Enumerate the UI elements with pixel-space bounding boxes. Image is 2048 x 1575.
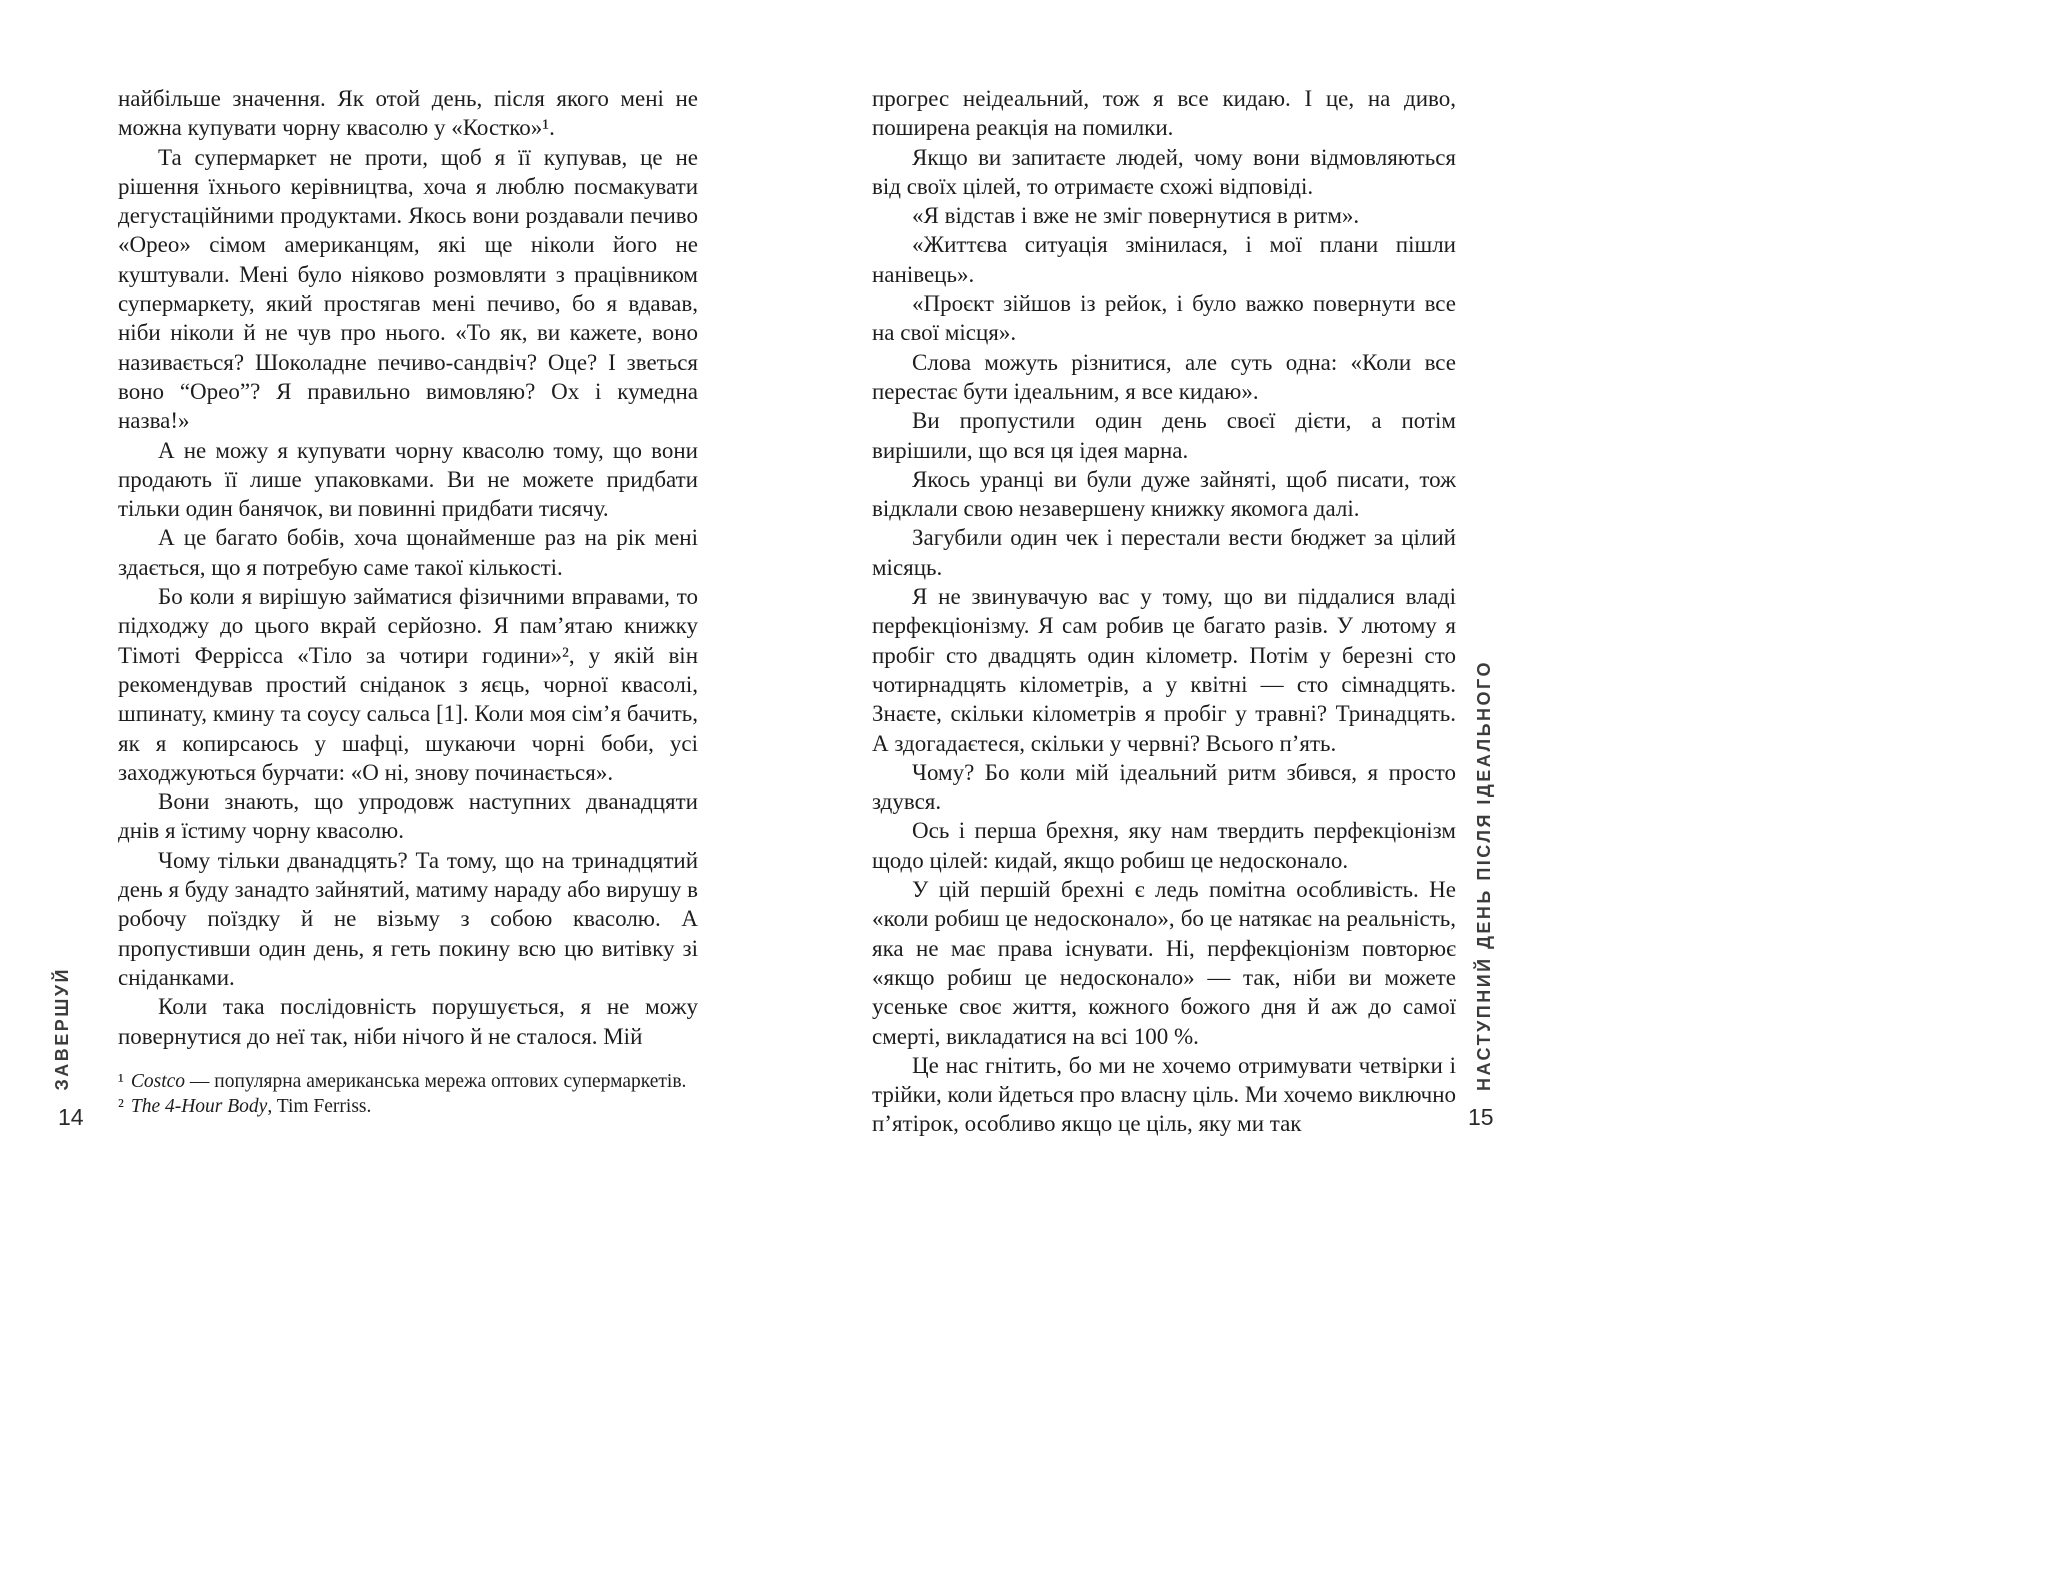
paragraph: У цій першій брехні є ледь помітна особливість. Не «коли робиш це недосконало», бо це натякає на реальність, яка не має права існувати. Ні, перфекціонізм повторює «якщо робиш це недосконало» — так, ніби ви можете усеньке своє життя, кожного божого дня й аж до самої смерті, викладатися на всі 100 %. [872,877,1456,1049]
footnote [118,1069,698,1095]
paragraph: Якщо ви запитаєте людей, чому вони відмовляються від своїх цілей, то отримаєте схожі відповіді. [872,144,1456,199]
paragraph: Чому тільки дванадцять? Та тому, що на тринадцятий день я буду занадто зайнятий, матиму нараду або вирушу в робочу поїздку й не візьму з собою квасолю. А пропустивши один день, я геть покину всю цю витівку зі сніданками. [118,847,698,990]
paragraph: «Життєва ситуація змінилася, і мої плани пішли нанівець». [872,232,1456,287]
right-page-number: 15 [1468,1104,1494,1130]
paragraph: «Проєкт зійшов із рейок, і було важко повернути все на свої місця». [872,291,1456,346]
paragraph: Коли така послідовність порушується, я не можу повернутися до неї так, ніби нічого й не сталося. Мій [118,994,698,1049]
paragraph: Та супермаркет не проти, щоб я її купував, це не рішення їхнього керівництва, хоча я люблю посмакувати дегустаційними продуктами. Якось вони роздавали печиво «Орео» сімом американцям, які ще ніколи його не куштували. Мені було ніяково розмовляти з працівником супермаркету, який простягав мені печиво, бо я вдавав, ніби ніколи й не чув про нього. «То як, ви кажете, воно називається? Шоколадне печиво-сандвіч? Оце? І зветься воно “Орео”? Я правильно вимовляю? Ох і кумедна назва!» [118,144,698,434]
footnote-term: Costco [130,1070,186,1092]
paragraph: Я не звинувачую вас у тому, що ви піддалися владі перфекціонізму. Я сам робив це багато разів. У лютому я пробіг сто двадцять один кілометр. Потім у березні сто чотирнадцять кілометрів, а у квітні — сто сімнадцять. Знаєте, скільки кілометрів я пробіг у травні? Тринадцять. А здогадаєтеся, скільки у червні? Всього п’ять. [872,584,1456,756]
right-margin-chapter-label: НАСТУПНИЙ ДЕНЬ ПІСЛЯ ІДЕАЛЬНОГО [1474,659,1494,1091]
paragraph: Ви пропустили один день своєї дієти, а потім вирішили, що вся ця ідея марна. [872,408,1456,463]
paragraph: Це нас гнітить, бо ми не хочемо отримувати четвірки і трійки, коли йдеться про власну ціль. Ми хочемо виключно п’ятірок, особливо якщо це ціль, яку ми так [872,1052,1456,1137]
paragraph: прогрес неідеальний, тож я все кидаю. І це, на диво, поширена реакція на помилки. [872,86,1456,141]
footnotes-block [118,1069,698,1120]
footnote-text: , Tim Ferriss. [267,1096,372,1118]
footnote [118,1094,698,1120]
paragraph: Бо коли я вирішую займатися фізичними вправами, то підходжу до цього вкрай серйозно. Я пам’ятаю книжку Тімоті Феррісса «Тіло за чотири години»², у якій він рекомендував простий сніданок з яєць, чорної квасолі, шпинату, кмину та соусу сальса [1]. Коли моя сім’я бачить, як я копирсаюсь у шафці, шукаючи чорні боби, усі заходжуються бурчати: «О ні, знову починається». [118,584,698,785]
footnote-term: The 4-Hour Body [130,1096,268,1118]
right-page-text-column [872,84,1456,1139]
left-margin-chapter-label: ЗАВЕРШУЙ [52,967,72,1091]
paragraph: Ось і перша брехня, яку нам твердить перфекціонізм щодо цілей: кидай, якщо робиш це недосконало. [872,818,1456,873]
footnote-marker: ² [118,1096,124,1118]
paragraph: А не можу я купувати чорну квасолю тому, що вони продають її лише упаковками. Ви не можете придбати тільки один банячок, ви повинні придбати тисячу. [118,437,698,522]
paragraph: найбільше значення. Як отой день, після якого мені не можна купувати чорну квасолю у «Костко»¹. [118,86,698,141]
paragraph: А це багато бобів, хоча щонайменше раз на рік мені здається, що я потребую саме такої кількості. [118,525,698,580]
paragraph: «Я відстав і вже не зміг повернутися в ритм». [912,203,1360,229]
paragraph: Якось уранці ви були дуже зайняті, щоб писати, тож відклали свою незавершену книжку якомога далі. [872,466,1456,522]
paragraph: Слова можуть різнитися, але суть одна: «Коли все перестає бути ідеальним, я все кидаю». [872,349,1456,404]
left-page-text-column [118,84,698,1120]
footnote-text: — популярна американська мережа оптових супермаркетів. [185,1070,687,1092]
paragraph: Вони знають, що упродовж наступних дванадцяти днів я їстиму чорну квасолю. [118,789,698,844]
footnote-marker: ¹ [118,1070,124,1092]
paragraph: Чому? Бо коли мій ідеальний ритм збився, я просто здувся. [872,759,1456,815]
paragraph: Загубили один чек і перестали вести бюджет за цілий місяць. [872,525,1456,580]
left-page-number: 14 [58,1104,84,1130]
